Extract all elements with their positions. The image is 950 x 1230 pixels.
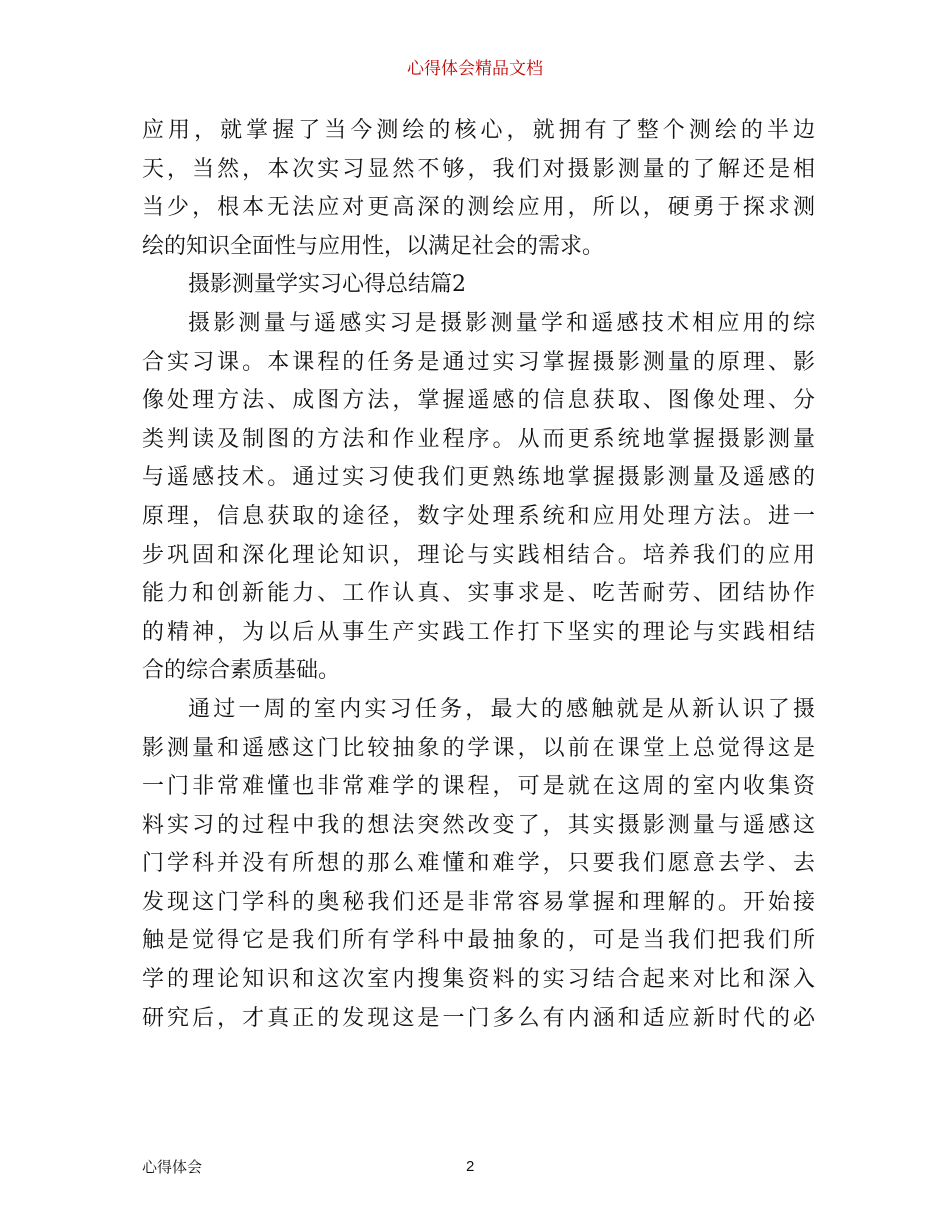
footer-label: 心得体会 (142, 1158, 203, 1176)
text-line: 应用，就掌握了当今测绘的核心，就拥有了整个测绘的半边 (142, 118, 815, 143)
page-number: 2 (466, 1158, 475, 1175)
text-line: 步巩固和深化理论知识，理论与实践相结合。培养我们的应用 (142, 542, 815, 568)
text-line: 门学科并没有所想的那么难懂和难学，只要我们愿意去学、去 (142, 851, 815, 877)
document-body (142, 112, 815, 1038)
text-line: 绘的知识全面性与应用性，以满足社会的需求。 (142, 233, 605, 259)
text-line: 当少，根本无法应对更高深的测绘应用，所以，硬勇于探求测 (142, 195, 815, 221)
text-line: 的精神，为以后从事生产实践工作打下坚实的理论与实践相结 (142, 619, 815, 645)
text-line: 通过一周的室内实习任务，最大的感触就是从新认识了摄 (188, 696, 815, 722)
text-line: 一门非常难懂也非常难学的课程，可是就在这周的室内收集资 (142, 774, 815, 800)
text-line: 学的理论知识和这次室内搜集资料的实习结合起来对比和深入 (142, 967, 815, 993)
text-line: 触是觉得它是我们所有学科中最抽象的，可是当我们把我们所 (142, 928, 815, 954)
text-line: 料实习的过程中我的想法突然改变了，其实摄影测量与遥感这 (142, 812, 815, 838)
text-line: 研究后，才真正的发现这是一门多么有内涵和适应新时代的必 (142, 1005, 815, 1031)
text-line: 合实习课。本课程的任务是通过实习掌握摄影测量的原理、影 (142, 349, 815, 375)
text-line: 影测量和遥感这门比较抽象的学课，以前在课堂上总觉得这是 (142, 735, 815, 761)
text-line: 类判读及制图的方法和作业程序。从而更系统地掌握摄影测量 (142, 426, 815, 452)
text-line: 合的综合素质基础。 (142, 658, 341, 684)
text-line: 能力和创新能力、工作认真、实事求是、吃苦耐劳、团结协作 (142, 581, 815, 607)
text-line: 原理，信息获取的途径，数字处理系统和应用处理方法。进一 (142, 503, 815, 529)
text-line: 天，当然，本次实习显然不够，我们对摄影测量的了解还是相 (142, 156, 815, 182)
text-line: 像处理方法、成图方法，掌握遥感的信息获取、图像处理、分 (142, 388, 815, 414)
page-header-title: 心得体会精品文档 (407, 59, 543, 79)
text-line: 摄影测量与遥感实习是摄影测量学和遥感技术相应用的综 (188, 310, 815, 336)
section-heading: 摄影测量学实习心得总结篇2 (188, 272, 466, 298)
text-line: 发现这门学科的奥秘我们还是非常容易掌握和理解的。开始接 (142, 889, 815, 915)
text-line: 与遥感技术。通过实习使我们更熟练地掌握摄影测量及遥感的 (142, 465, 815, 491)
